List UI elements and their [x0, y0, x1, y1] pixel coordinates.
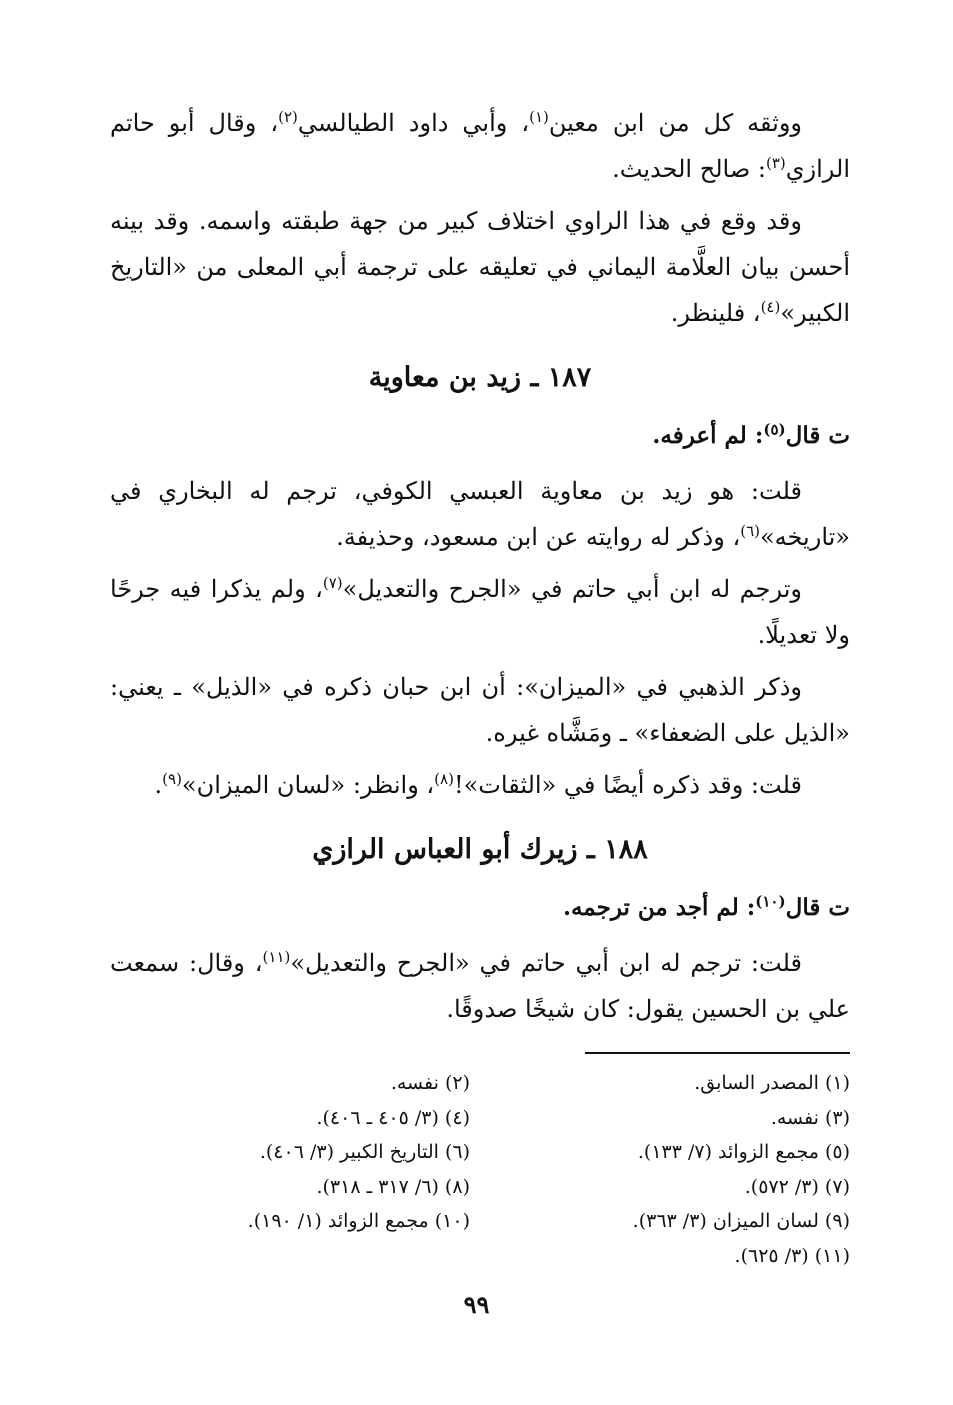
paragraph-text: وترجم له ابن أبي حاتم في «الجرح والتعديل» — [342, 575, 802, 603]
paragraph — [110, 940, 850, 1032]
paragraph — [110, 664, 850, 756]
paragraph-text: وذكر الذهبي في «الميزان»: أن ابن حبان ذكره في «الذيل» ـ يعني: «الذيل على الضعفاء» ـ ومَشَّاه غيره. — [110, 673, 850, 747]
footnote-item: (٢) نفسه. — [390, 1072, 470, 1094]
lead-text: : لم أجد من ترجمه. — [562, 894, 756, 921]
paragraph-text: ، وانظر: «لسان الميزان» — [181, 771, 435, 799]
entry-lead — [110, 416, 850, 456]
paragraph — [110, 100, 850, 192]
footnote-item: (٩) لسان الميزان (٣/ ٣٦٣). — [632, 1210, 850, 1232]
footnote-item: (١) المصدر السابق. — [694, 1072, 850, 1094]
paragraph-text: ، وأبي داود الطيالسي — [297, 109, 530, 137]
paragraph-text: قلت: وقد ذكره أيضًا في «الثقات»! — [453, 771, 802, 799]
footnote-ref[interactable]: (٢) — [278, 108, 298, 126]
footnote-ref[interactable]: (٤) — [760, 298, 781, 316]
paragraph-text: وقد وقع في هذا الراوي اختلاف كبير من جهة طبقته واسمه. وقد بينه أحسن بيان العلَّامة اليماني في تعليقه على ترجمة أبي المعلى من «التاريخ الكبير» — [110, 207, 850, 327]
paragraph-text: قلت: هو زيد بن معاوية العبسي الكوفي، ترجم له البخاري في «تاريخه» — [110, 477, 850, 551]
footnote-ref[interactable]: (٧) — [322, 574, 343, 592]
paragraph-text: ، فلينظر. — [670, 299, 761, 327]
paragraph-text: ، ولم يذكرا فيه جرحًا ولا تعديلًا. — [110, 575, 850, 649]
lead-prefix: قال — [785, 894, 821, 921]
footnote-ref[interactable]: (١٠) — [755, 892, 786, 911]
lead-prefix: قال — [785, 422, 821, 449]
footnote-item: (٤) (٣/ ٤٠٥ ـ ٤٠٦). — [316, 1106, 470, 1129]
paragraph-text: : صالح الحديث. — [612, 155, 766, 183]
footnote-item: (١١) (٣/ ٦٢٥). — [734, 1244, 850, 1267]
footnote-item: (٧) (٣/ ٥٧٢). — [744, 1175, 850, 1198]
paragraph — [110, 468, 850, 560]
entry-heading: ١٨٨ ـ زيرك أبو العباس الرازي — [312, 834, 648, 865]
paragraph-text: ووثقه كل من ابن معين — [548, 109, 803, 137]
paragraph-text: قلت: ترجم له ابن أبي حاتم في «الجرح والتعديل» — [290, 949, 803, 977]
paragraph-text: ، وقال أبو حاتم الرازي — [110, 109, 850, 183]
footnote-item: (١٠) مجمع الزوائد (١/ ١٩٠). — [247, 1210, 470, 1232]
footnote-item: (٥) مجمع الزوائد (٧/ ١٣٣). — [637, 1141, 850, 1163]
source-marker: ت — [828, 894, 850, 921]
entry-lead — [110, 888, 850, 928]
paragraph — [110, 566, 850, 658]
footnote-item: (٣) نفسه. — [770, 1106, 850, 1129]
source-marker: ت — [828, 422, 850, 449]
paragraph — [110, 762, 850, 808]
footnote-item: (٦) التاريخ الكبير (٣/ ٤٠٦). — [259, 1141, 470, 1163]
entry-heading: ١٨٧ ـ زيد بن معاوية — [368, 362, 592, 393]
footnotes — [110, 1066, 850, 1273]
paragraph-text: ، وقال: سمعت علي بن الحسين يقول: كان شيخًا صدوقًا. — [110, 949, 850, 1023]
book-page — [110, 100, 850, 1380]
footnote-divider — [585, 1052, 850, 1054]
footnote-ref[interactable]: (٥) — [763, 420, 786, 439]
footnote-ref[interactable]: (١١) — [262, 948, 291, 966]
footnote-ref[interactable]: (٩) — [162, 770, 182, 788]
paragraph — [110, 198, 850, 336]
footnote-ref[interactable]: (٨) — [434, 770, 454, 788]
footnote-ref[interactable]: (٣) — [765, 154, 786, 172]
paragraph-text: ، وذكر له روايته عن ابن مسعود، وحذيفة. — [336, 523, 741, 551]
page-number: ٩٩ — [463, 1290, 490, 1319]
footnote-ref[interactable]: (١) — [529, 108, 549, 126]
paragraph-text: . — [154, 771, 163, 799]
footnote-item: (٨) (٦/ ٣١٧ ـ ٣١٨). — [316, 1175, 470, 1198]
lead-text: : لم أعرفه. — [652, 422, 764, 449]
footnote-ref[interactable]: (٦) — [740, 522, 760, 540]
